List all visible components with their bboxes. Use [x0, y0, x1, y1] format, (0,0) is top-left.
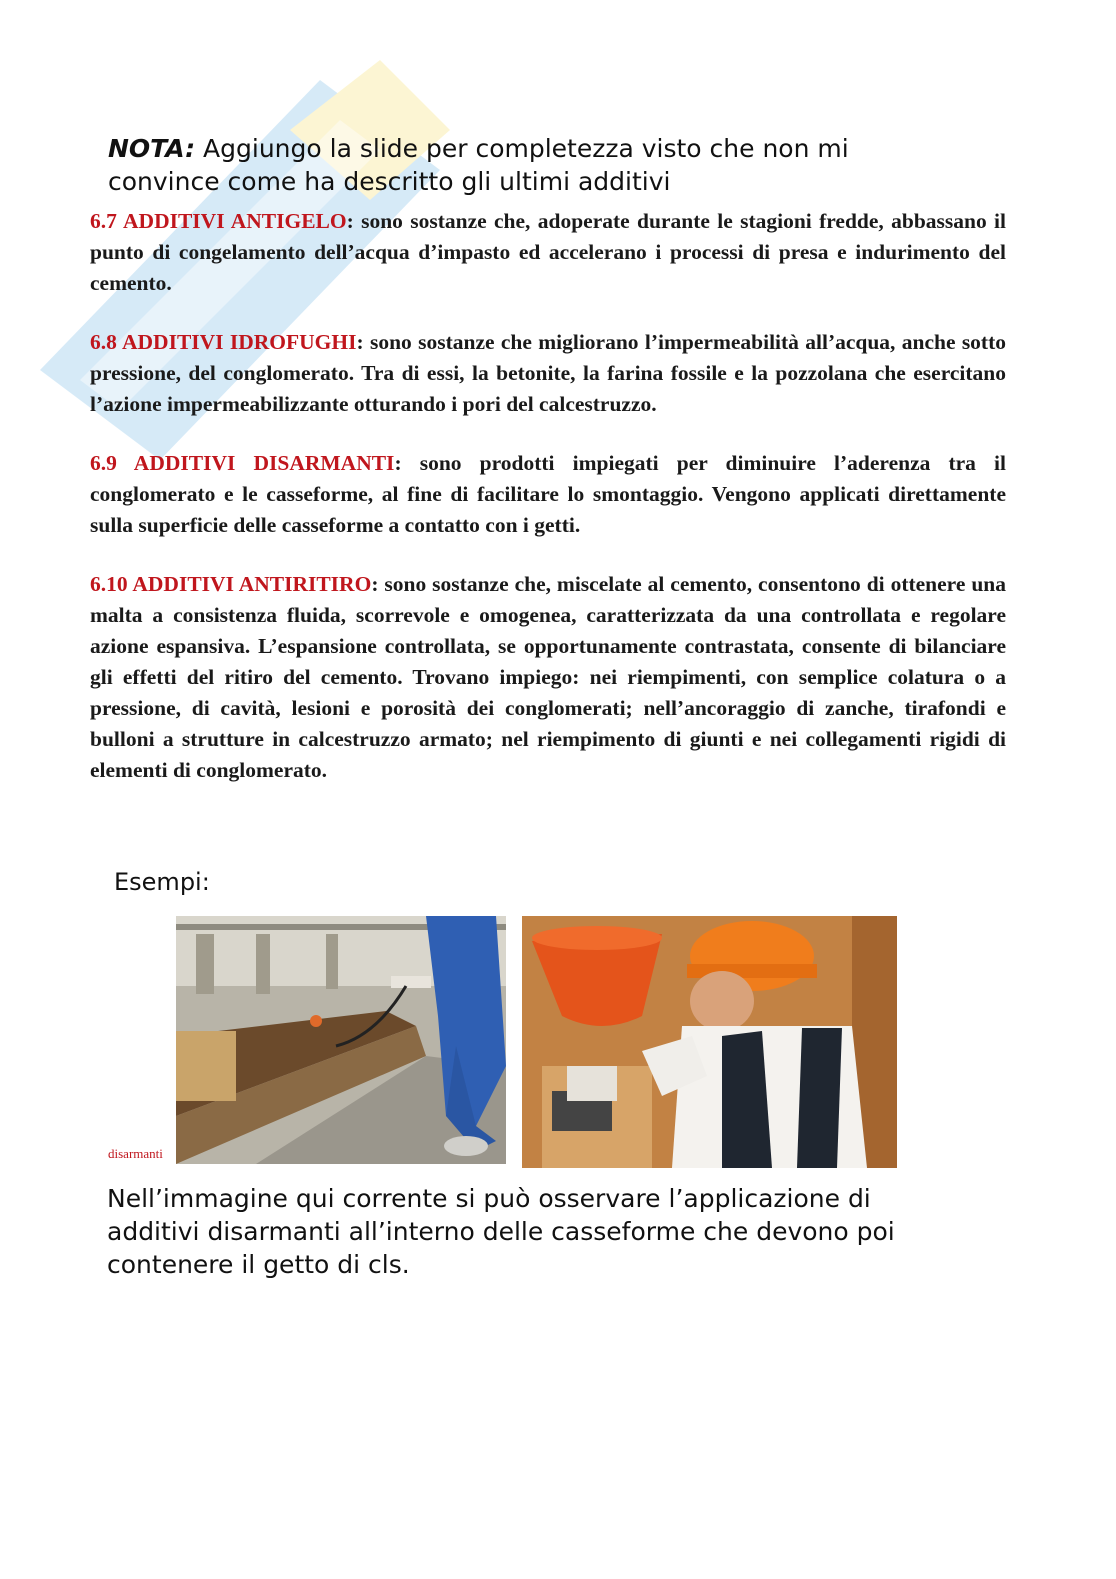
photo-formwork-worker [176, 916, 506, 1164]
slide-excerpt [90, 206, 1006, 814]
section-body: : sono sostanze che, miscelate al cemento, consentono di ottenere una malta a consistenza fluida, scorrevole e omogenea, caratterizzata da una controllata e regolare azione espansiva. L’espansione controllata, se opportunamente contrastata, consente di bilanciare gli effetti del ritiro del cemento. Trovano impiego: nei riempimenti, con semplice colatura o a pressione, di cavità, lesioni e porosità dei conglomerati; nell’ancoraggio di zanche, tirafondi e bulloni a strutture in calcestruzzo armato; nel riempimento di giunti e nei collegamenti rigidi di elementi di conglomerato. [90, 572, 1006, 782]
note-label: NOTA: [108, 134, 196, 163]
photo-helmet-worker [522, 916, 897, 1168]
section-antiritiro [90, 569, 1006, 786]
section-body: : sono sostanze che, adoperate durante le stagioni fredde, abbassano il punto di congelamento dell’acqua d’impasto ed accelerano i processi di presa e indurimento del cemento. [90, 209, 1006, 295]
section-antigelo [90, 206, 1006, 299]
photo-caption: disarmanti [108, 1146, 163, 1161]
bottom-paragraph: Nell’immagine qui corrente si può osservare l’applicazione di additivi disarmanti all’interno delle casseforme che devono poi contenere il getto di cls. [107, 1184, 895, 1279]
section-heading: 6.8 ADDITIVI IDROFUGHI [90, 330, 357, 354]
note-text: Aggiungo la slide per completezza visto che non mi convince come ha descritto gli ultimi additivi [108, 134, 849, 196]
section-body: : sono sostanze che migliorano l’impermeabilità all’acqua, anche sotto pressione, del conglomerato. Tra di essi, la betonite, la farina fossile e la pozzolana che esercitano l’azione impermeabilizzante otturando i pori del calcestruzzo. [90, 330, 1007, 416]
section-heading: 6.9 ADDITIVI DISARMANTI [90, 451, 395, 475]
section-heading: 6.10 ADDITIVI ANTIRITIRO [90, 572, 372, 596]
section-idrofughi [90, 327, 1006, 420]
section-disarmanti [90, 448, 1006, 541]
examples-label: Esempi: [114, 868, 210, 896]
section-heading: 6.7 ADDITIVI ANTIGELO [90, 209, 347, 233]
section-body: : sono prodotti impiegati per diminuire l’aderenza tra il conglomerato e le casseforme, al fine di facilitare lo smontaggio. Vengono applicati direttamente sulla superficie delle casseforme a contatto con i getti. [90, 451, 1006, 537]
note-paragraph [108, 132, 928, 198]
